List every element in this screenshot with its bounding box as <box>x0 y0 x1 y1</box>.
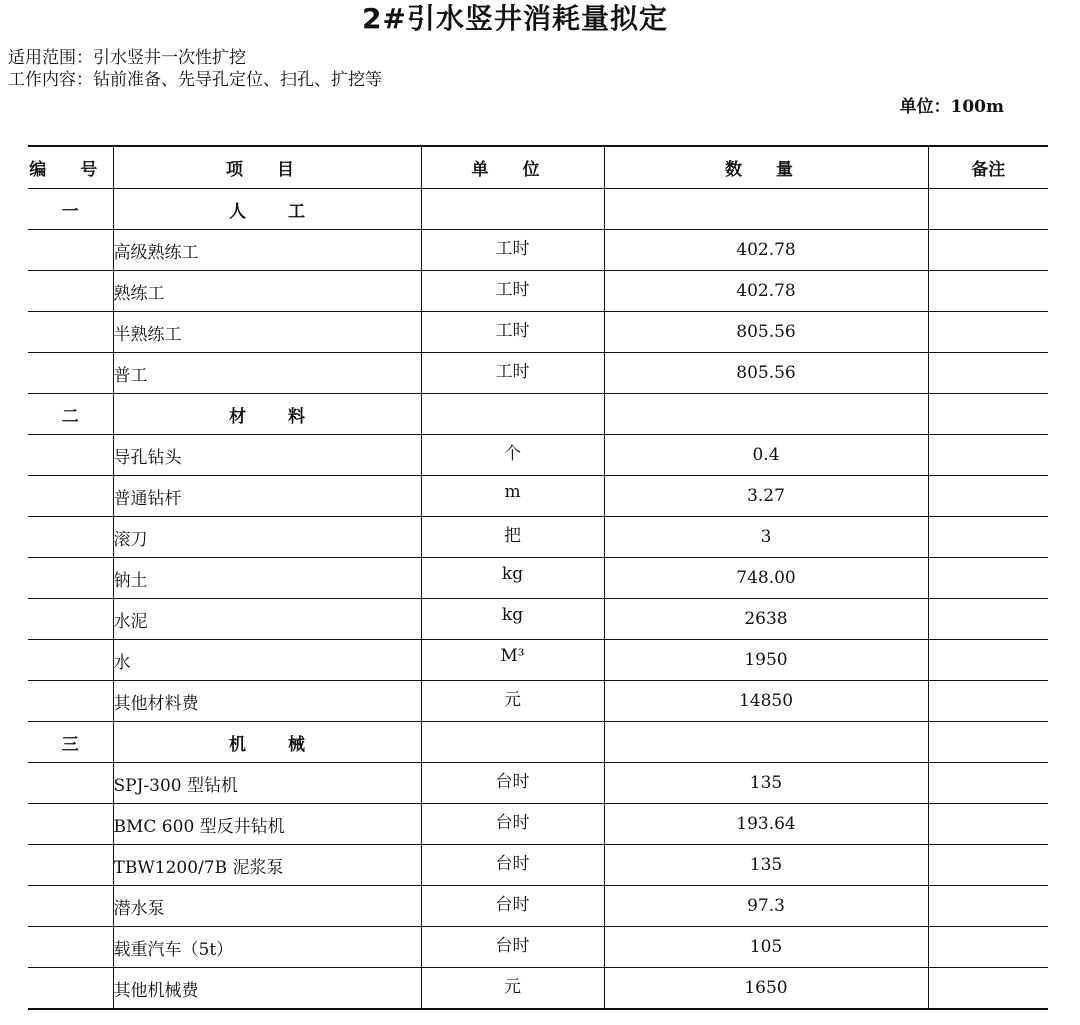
table-row <box>28 230 1048 271</box>
table-row <box>28 271 1048 312</box>
table-row <box>28 845 1048 886</box>
item-note <box>928 640 1048 681</box>
row-number-empty <box>28 886 113 927</box>
section-row <box>28 394 1048 435</box>
section-quantity-empty <box>604 394 928 435</box>
header-item: 项 目 <box>113 146 421 189</box>
row-number-empty <box>28 640 113 681</box>
section-note-empty <box>928 722 1048 763</box>
table-row <box>28 927 1048 968</box>
section-unit-empty <box>421 189 604 230</box>
document-title: 2#引水竖井消耗量拟定 <box>362 2 668 35</box>
section-number: 一 <box>28 189 113 230</box>
header-unit: 单 位 <box>421 146 604 189</box>
item-unit: M³ <box>421 640 604 681</box>
item-name: 普通钻杆 <box>113 476 421 517</box>
section-title: 机 械 <box>113 722 421 763</box>
table-row <box>28 353 1048 394</box>
item-note <box>928 927 1048 968</box>
item-name: SPJ-300 型钻机 <box>113 763 421 804</box>
item-note <box>928 599 1048 640</box>
section-row <box>28 189 1048 230</box>
item-quantity: 748.00 <box>604 558 928 599</box>
table-row <box>28 640 1048 681</box>
item-quantity: 3.27 <box>604 476 928 517</box>
item-quantity: 2638 <box>604 599 928 640</box>
table-header-row <box>28 146 1048 189</box>
consumption-table <box>28 145 1048 1010</box>
row-number-empty <box>28 435 113 476</box>
table-row <box>28 558 1048 599</box>
row-number-empty <box>28 476 113 517</box>
item-quantity: 805.56 <box>604 353 928 394</box>
row-number-empty <box>28 312 113 353</box>
item-quantity: 105 <box>604 927 928 968</box>
item-quantity: 97.3 <box>604 886 928 927</box>
row-number-empty <box>28 968 113 1010</box>
unit-label: 单位：100m <box>899 97 1004 117</box>
item-unit: 台时 <box>421 845 604 886</box>
item-unit: 工时 <box>421 230 604 271</box>
section-note-empty <box>928 189 1048 230</box>
item-name: 水 <box>113 640 421 681</box>
section-note-empty <box>928 394 1048 435</box>
item-note <box>928 968 1048 1010</box>
item-unit: 工时 <box>421 312 604 353</box>
table-body <box>28 189 1048 1010</box>
item-quantity: 805.56 <box>604 312 928 353</box>
section-number: 二 <box>28 394 113 435</box>
item-unit: 个 <box>421 435 604 476</box>
work-content-line: 工作内容：钻前准备、先导孔定位、扫孔、扩挖等 <box>8 70 382 90</box>
table-row <box>28 476 1048 517</box>
item-unit: 台时 <box>421 804 604 845</box>
item-note <box>928 886 1048 927</box>
item-note <box>928 353 1048 394</box>
section-unit-empty <box>421 394 604 435</box>
section-quantity-empty <box>604 189 928 230</box>
scope-line: 适用范围：引水竖井一次性扩挖 <box>8 48 246 68</box>
item-quantity: 0.4 <box>604 435 928 476</box>
item-quantity: 1950 <box>604 640 928 681</box>
item-name: 滚刀 <box>113 517 421 558</box>
item-name: 其他材料费 <box>113 681 421 722</box>
item-note <box>928 271 1048 312</box>
row-number-empty <box>28 353 113 394</box>
item-unit: kg <box>421 558 604 599</box>
row-number-empty <box>28 558 113 599</box>
item-unit: kg <box>421 599 604 640</box>
section-number: 三 <box>28 722 113 763</box>
item-name: 高级熟练工 <box>113 230 421 271</box>
row-number-empty <box>28 681 113 722</box>
item-name: 半熟练工 <box>113 312 421 353</box>
item-note <box>928 681 1048 722</box>
item-quantity: 193.64 <box>604 804 928 845</box>
item-unit: 工时 <box>421 271 604 312</box>
item-note <box>928 558 1048 599</box>
item-name: 潜水泵 <box>113 886 421 927</box>
item-note <box>928 804 1048 845</box>
row-number-empty <box>28 271 113 312</box>
item-unit: 把 <box>421 517 604 558</box>
item-quantity: 14850 <box>604 681 928 722</box>
table-row <box>28 681 1048 722</box>
row-number-empty <box>28 599 113 640</box>
row-number-empty <box>28 927 113 968</box>
item-unit: 台时 <box>421 927 604 968</box>
item-name: 熟练工 <box>113 271 421 312</box>
header-note: 备注 <box>928 146 1048 189</box>
item-note <box>928 435 1048 476</box>
item-name: 钠土 <box>113 558 421 599</box>
item-note <box>928 763 1048 804</box>
table-row <box>28 599 1048 640</box>
section-unit-empty <box>421 722 604 763</box>
item-note <box>928 476 1048 517</box>
row-number-empty <box>28 804 113 845</box>
table-row <box>28 435 1048 476</box>
item-name: 普工 <box>113 353 421 394</box>
table-row <box>28 517 1048 558</box>
item-note <box>928 230 1048 271</box>
row-number-empty <box>28 230 113 271</box>
table-row <box>28 804 1048 845</box>
section-row <box>28 722 1048 763</box>
table-row <box>28 886 1048 927</box>
item-unit: 台时 <box>421 763 604 804</box>
row-number-empty <box>28 763 113 804</box>
table-row <box>28 968 1048 1010</box>
item-unit: 元 <box>421 681 604 722</box>
item-quantity: 3 <box>604 517 928 558</box>
item-name: 其他机械费 <box>113 968 421 1010</box>
section-title: 材 料 <box>113 394 421 435</box>
section-quantity-empty <box>604 722 928 763</box>
row-number-empty <box>28 517 113 558</box>
item-quantity: 402.78 <box>604 230 928 271</box>
item-unit: 元 <box>421 968 604 1010</box>
item-quantity: 135 <box>604 845 928 886</box>
item-note <box>928 517 1048 558</box>
item-name: 水泥 <box>113 599 421 640</box>
header-number: 编 号 <box>28 146 113 189</box>
item-name: TBW1200/7B 泥浆泵 <box>113 845 421 886</box>
item-quantity: 1650 <box>604 968 928 1010</box>
section-title: 人 工 <box>113 189 421 230</box>
item-name: 载重汽车（5t） <box>113 927 421 968</box>
item-quantity: 402.78 <box>604 271 928 312</box>
item-quantity: 135 <box>604 763 928 804</box>
item-unit: m <box>421 476 604 517</box>
item-unit: 工时 <box>421 353 604 394</box>
table-row <box>28 312 1048 353</box>
table-row <box>28 763 1048 804</box>
item-name: BMC 600 型反井钻机 <box>113 804 421 845</box>
item-name: 导孔钻头 <box>113 435 421 476</box>
item-note <box>928 312 1048 353</box>
item-note <box>928 845 1048 886</box>
item-unit: 台时 <box>421 886 604 927</box>
row-number-empty <box>28 845 113 886</box>
header-quantity: 数 量 <box>604 146 928 189</box>
